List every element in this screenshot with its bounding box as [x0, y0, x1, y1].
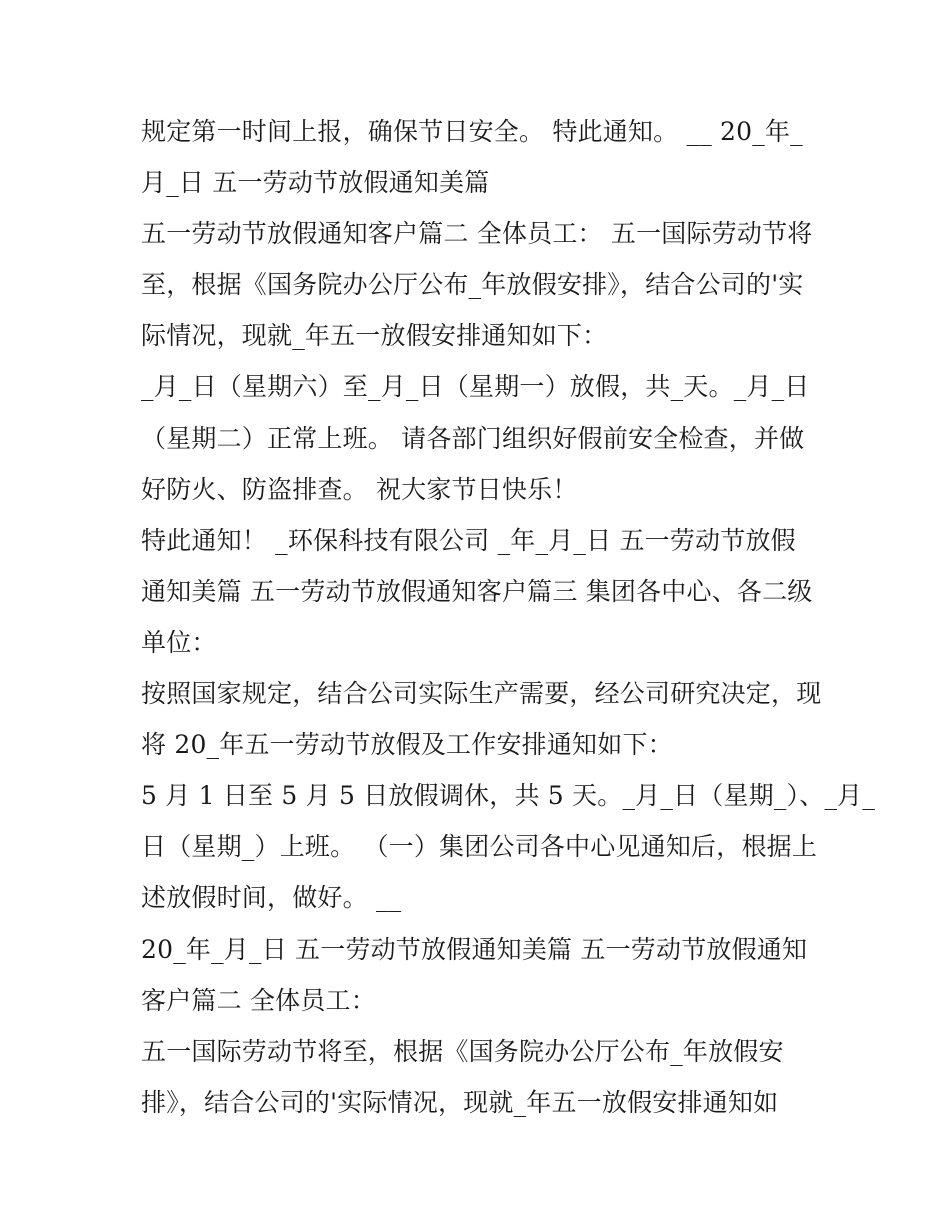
text-line: 规定第一时间上报，确保节日安全。 特此通知。 __ 20_年_: [141, 117, 803, 146]
document-body: [141, 106, 876, 1128]
text-line: 客户篇二 全体员工：: [141, 985, 376, 1015]
text-line: 月_日 五一劳动节放假通知美篇: [141, 168, 490, 198]
text-line: 日（星期_）上班。 （一）集团公司各中心见通知后，根据上: [141, 832, 818, 862]
text-line: 将 20_年五一劳动节放假及工作安排通知如下：: [141, 730, 673, 760]
text-line: （星期二）正常上班。 请各部门组织好假前安全检查，并做: [141, 423, 805, 453]
text-line: 5 月 1 日至 5 月 5 日放假调休，共 5 天。_月_日（星期_）、_月_: [141, 781, 876, 811]
text-line: 20_年_月_日 五一劳动节放假通知美篇 五一劳动节放假通知: [141, 934, 808, 964]
text-line: 五一劳动节放假通知客户篇二 全体员工： 五一国际劳动节将: [141, 219, 813, 249]
text-line: 排》，结合公司的'实际情况，现就_年五一放假安排通知如: [141, 1087, 779, 1117]
text-line: 通知美篇 五一劳动节放假通知客户篇三 集团各中心、各二级: [141, 576, 813, 606]
text-line: _月_日（星期六）至_月_日（星期一）放假，共_天。_月_日: [141, 372, 810, 402]
text-line: 至，根据《国务院办公厅公布_年放假安排》，结合公司的'实: [141, 270, 804, 300]
text-line: 特此通知！ _环保科技有限公司 _年_月_日 五一劳动节放假: [141, 525, 796, 555]
text-line: 单位：: [141, 627, 217, 657]
text-line: 际情况，现就_年五一放假安排通知如下：: [141, 321, 608, 351]
text-line: 五一国际劳动节将至，根据《国务院办公厅公布_年放假安: [141, 1036, 784, 1066]
text-line: 好防火、防盗排查。 祝大家节日快乐！: [141, 474, 578, 504]
text-line: 按照国家规定，结合公司实际生产需要，经公司研究决定，现: [141, 679, 822, 709]
text-line: 述放假时间，做好。 __: [141, 883, 402, 913]
